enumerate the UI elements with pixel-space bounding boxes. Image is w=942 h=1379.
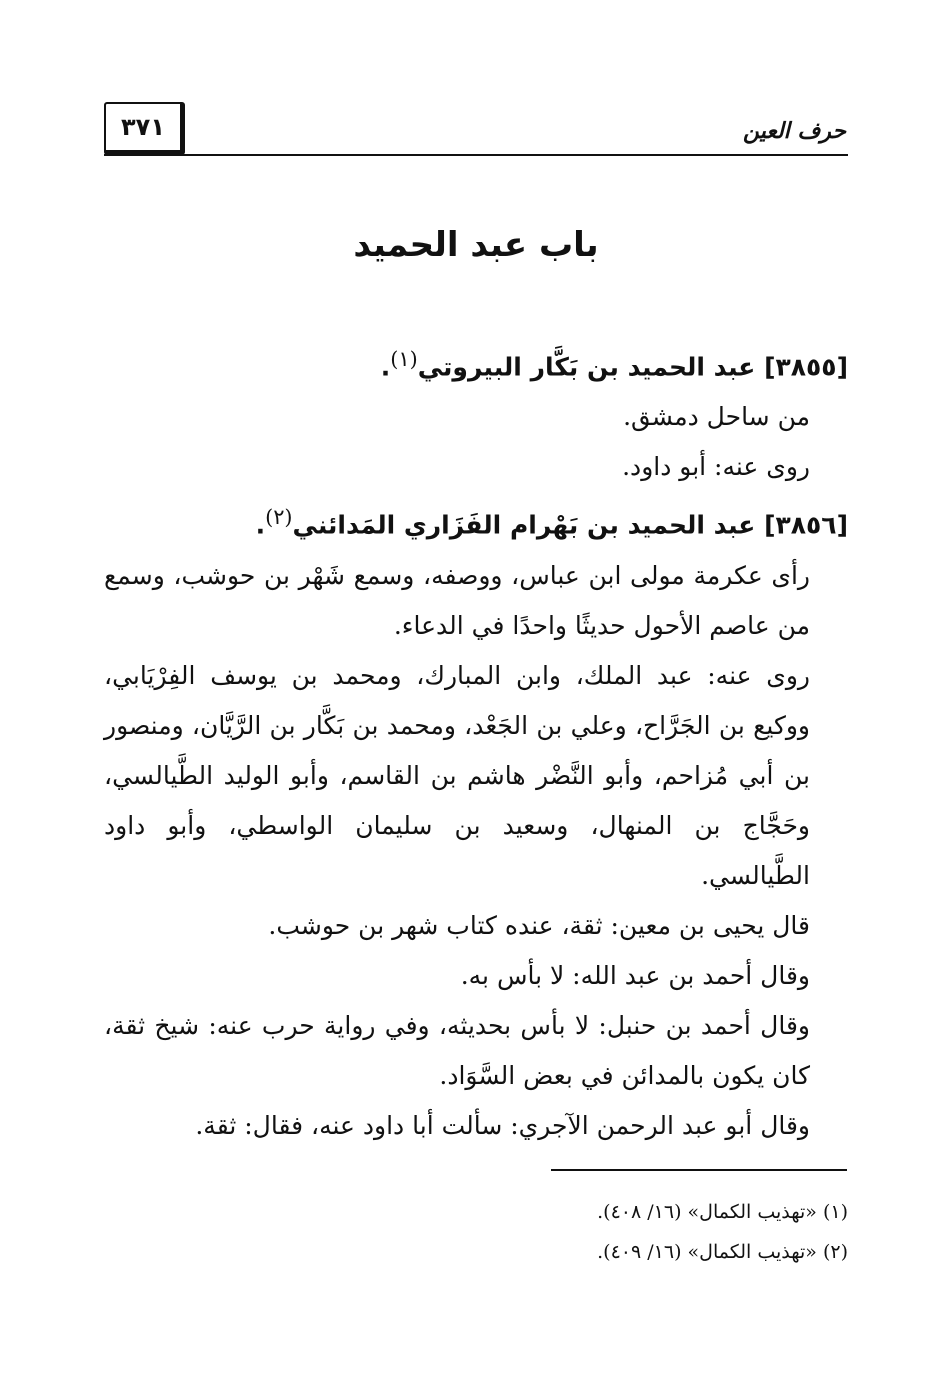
paragraph: من ساحل دمشق. xyxy=(623,402,810,432)
entry-heading xyxy=(104,492,848,550)
footnote: (٢) «تهذيب الكمال» (١٦/ ٤٠٩). xyxy=(597,1241,848,1263)
paragraph: وقال أحمد بن حنبل: لا بأس بحديثه، وفي رواية حرب عنه: شيخ ثقة، كان يكون بالمدائن في بعض السَّوَاد. xyxy=(104,1010,810,1090)
entry-heading-text: [٣٨٥٥] عبد الحميد بن بَكَّار البيروتي xyxy=(417,352,848,382)
page-number: ٣٧١ xyxy=(121,113,165,141)
paragraph: قال يحيى بن معين: ثقة، عنده كتاب شهر بن حوشب. xyxy=(268,910,810,940)
entry-heading-text: [٣٨٥٦] عبد الحميد بن بَهْرام الفَزَاري المَدائني xyxy=(292,510,848,540)
paragraph: روى عنه: أبو داود. xyxy=(622,452,810,482)
footnote-marker: (٢) xyxy=(265,505,293,530)
paragraph: روى عنه: عبد الملك، وابن المبارك، ومحمد بن يوسف الفِرْيَابي، ووكيع بن الجَرَّاح، وعلي بن الجَعْد، ومحمد بن بَكَّار بن الرَّيَّان، ومنصور بن أبي مُزاحم، وأبو النَّضْر هاشم بن القاسم، وأبو الوليد الطَّيالسي، وحَجَّاج بن المنهال، وسعيد بن سليمان الواسطي، وأبو داود الطَّيالسي. xyxy=(104,660,810,890)
running-header-title: حرف العين xyxy=(742,118,846,144)
entry-heading-end: . xyxy=(380,352,391,382)
entry-heading-end: . xyxy=(255,510,266,540)
entry-heading xyxy=(104,334,848,392)
body-text xyxy=(104,334,848,1151)
header-rule xyxy=(104,154,848,156)
paragraph: وقال أحمد بن عبد الله: لا بأس به. xyxy=(460,960,810,990)
chapter-title: باب عبد الحميد xyxy=(353,225,599,265)
paragraph: وقال أبو عبد الرحمن الآجري: سألت أبا داود عنه، فقال: ثقة. xyxy=(195,1110,810,1140)
footnote: (١) «تهذيب الكمال» (١٦/ ٤٠٨). xyxy=(597,1201,848,1223)
paragraph: رأى عكرمة مولى ابن عباس، ووصفه، وسمع شَهْر بن حوشب، وسمع من عاصم الأحول حديثًا واحدًا في الدعاء. xyxy=(104,560,810,640)
footnote-marker: (١) xyxy=(390,347,418,371)
footnotes xyxy=(104,1192,848,1272)
page-number-box xyxy=(104,102,185,155)
footnote-rule xyxy=(551,1169,847,1171)
